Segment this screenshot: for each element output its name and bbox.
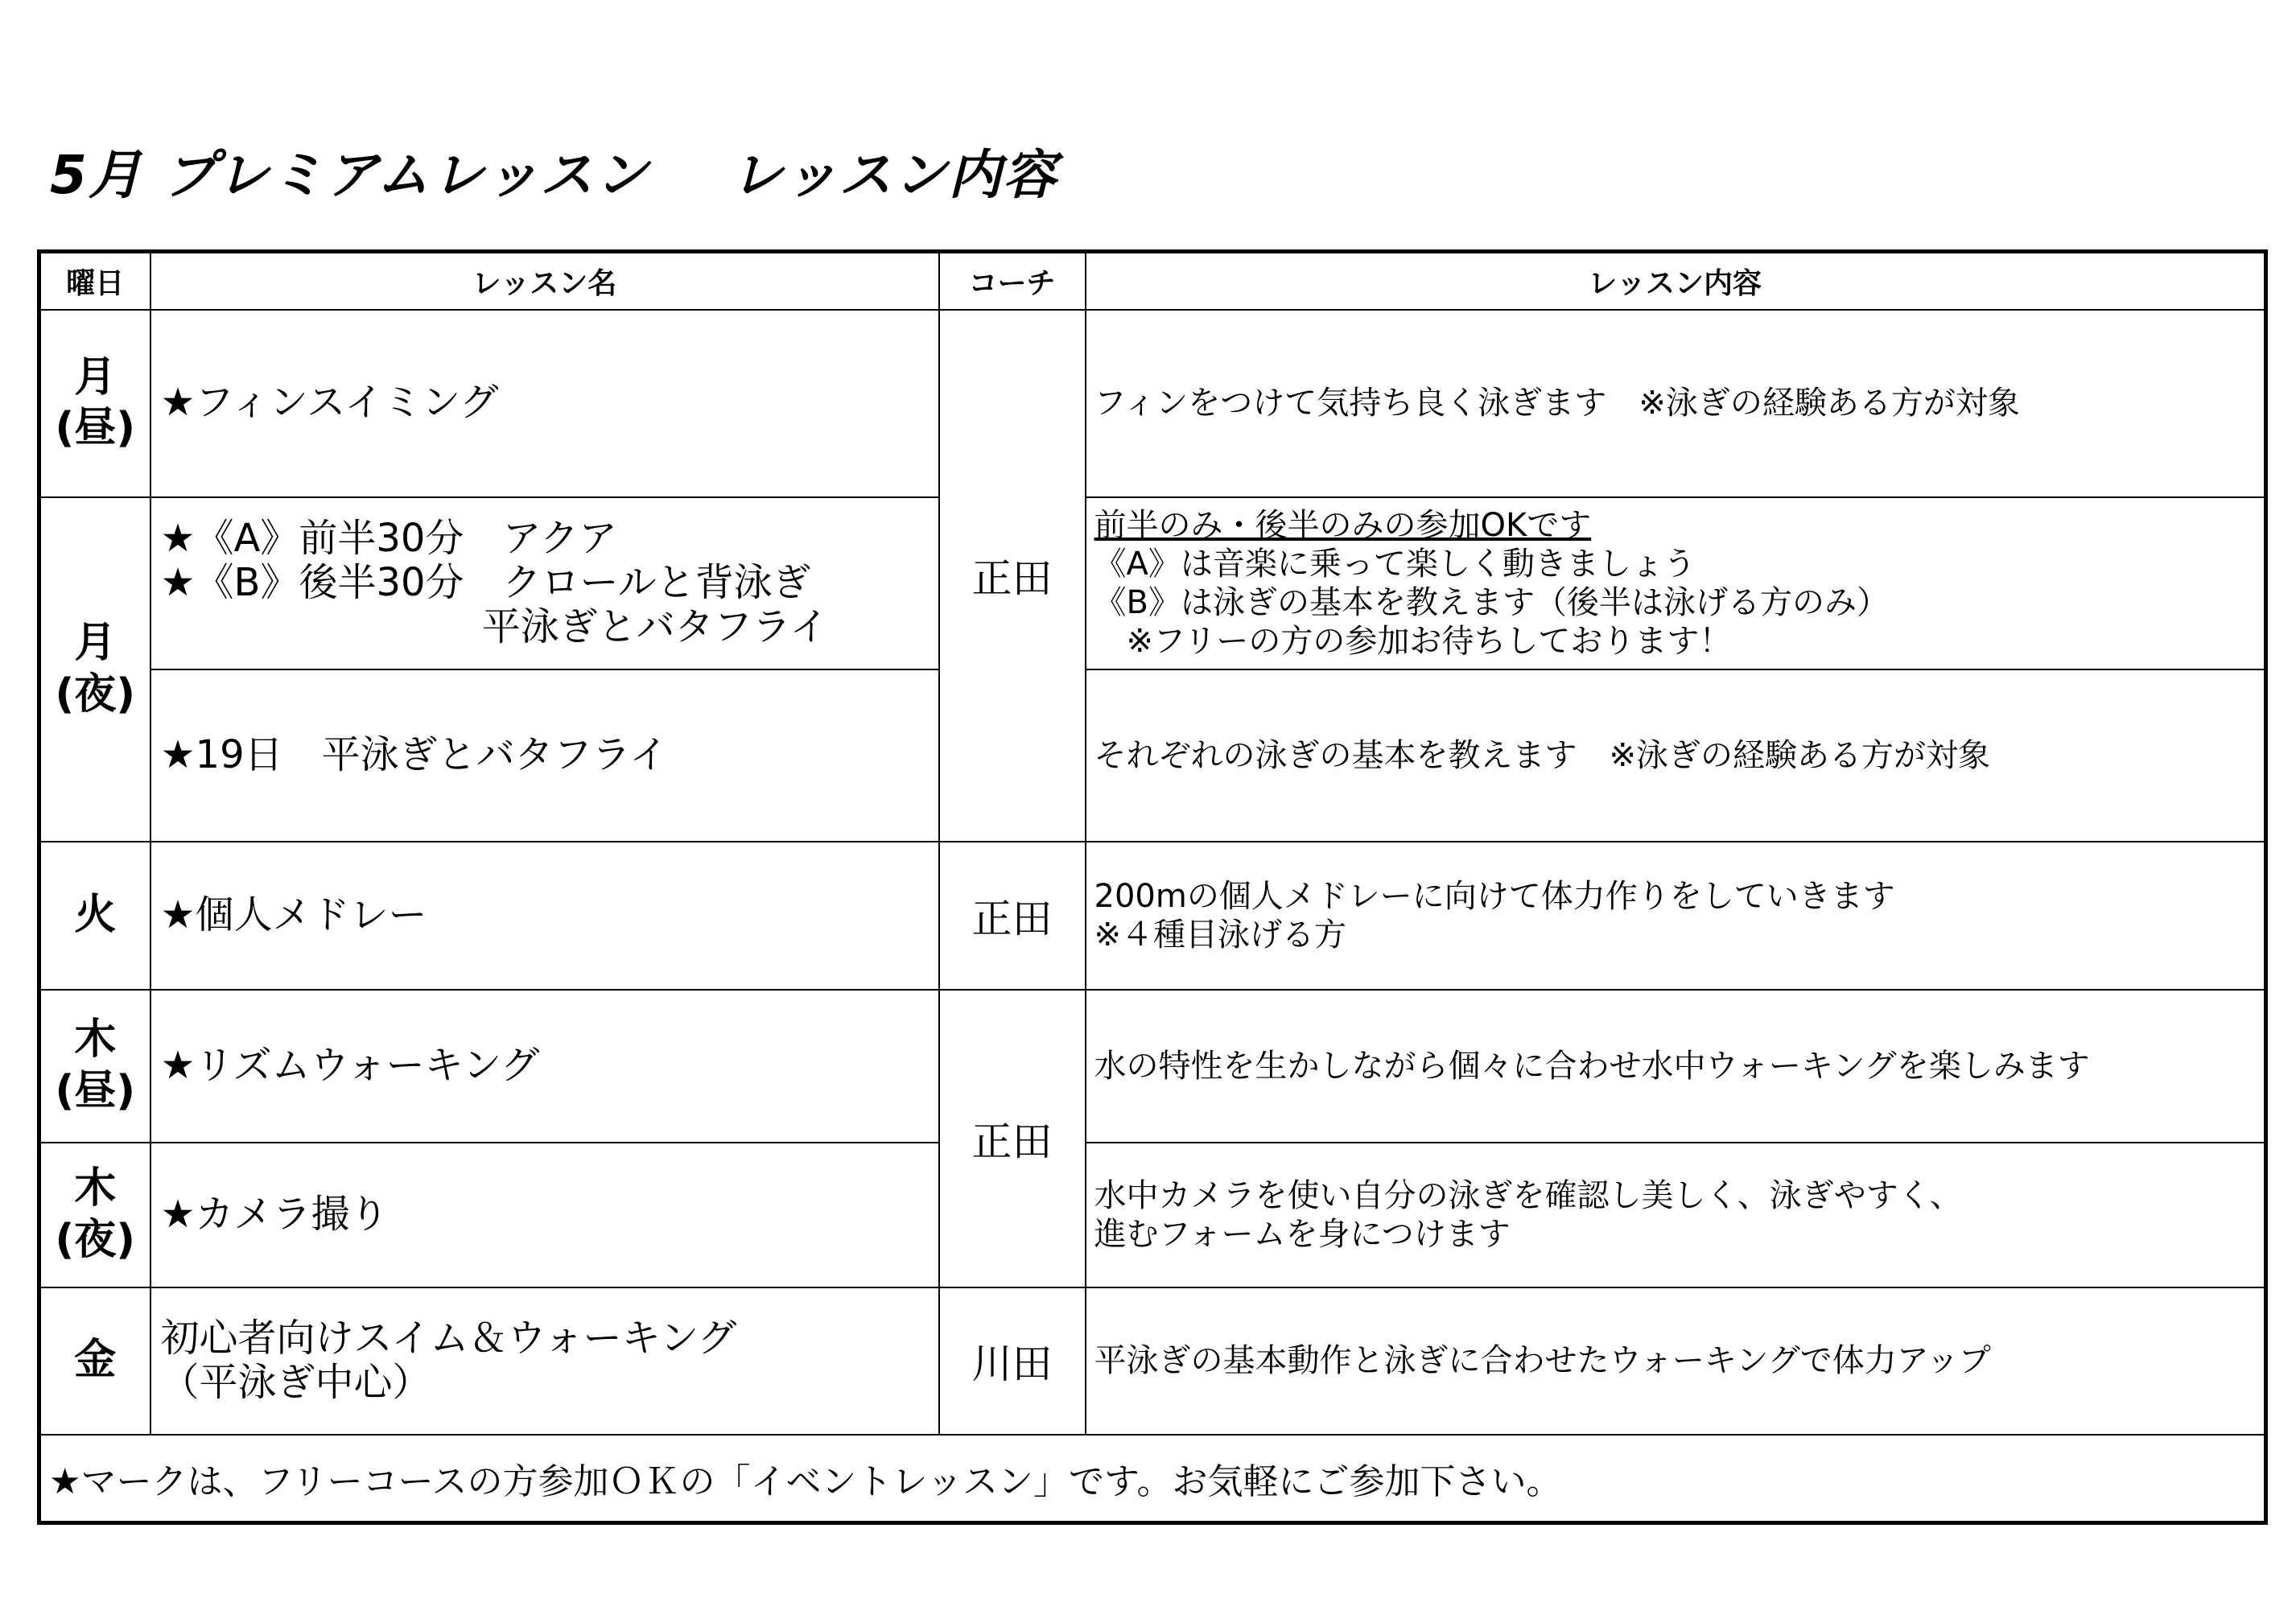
table-row xyxy=(39,990,2266,1143)
day-label: 金 xyxy=(74,1336,117,1385)
header-day: 曜日 xyxy=(39,252,150,310)
lesson-content-cell xyxy=(1086,990,2266,1143)
lesson-content-line: それぞれの泳ぎの基本を教えます ※泳ぎの経験ある方が対象 xyxy=(1094,736,1991,774)
day-label: 月 xyxy=(74,352,117,402)
day-cell xyxy=(39,990,150,1143)
day-cell xyxy=(39,310,150,497)
page-title-main: 5月 プレミアムレッスン xyxy=(50,144,649,206)
day-sublabel: (夜) xyxy=(55,1215,136,1264)
day-cell xyxy=(39,1287,150,1435)
day-label: 月 xyxy=(74,619,117,668)
day-label: 木 xyxy=(74,1164,117,1213)
coach-cell: 正田 xyxy=(939,842,1086,990)
lesson-content-cell xyxy=(1086,310,2266,497)
lesson-name-cell xyxy=(150,497,939,669)
lesson-name-line: ★カメラ撮り xyxy=(160,1191,389,1237)
lesson-name-line: ★フィンスイミング xyxy=(160,380,499,426)
day-sublabel: (昼) xyxy=(55,1066,136,1115)
lesson-content-line: 進むフォームを身につけます xyxy=(1094,1215,1511,1253)
table-row xyxy=(39,1287,2266,1435)
lesson-name-line: ★個人メドレー xyxy=(160,892,427,937)
lesson-content-line: フィンをつけて気持ち良く泳ぎます ※泳ぎの経験ある方が対象 xyxy=(1094,385,2020,422)
coach-cell: 川田 xyxy=(939,1287,1086,1435)
lesson-content-cell xyxy=(1086,1287,2266,1435)
day-label: 火 xyxy=(74,890,117,939)
lesson-name-cell xyxy=(150,310,939,497)
lesson-name-line: ★19日 平泳ぎとバタフライ xyxy=(160,731,669,777)
day-cell xyxy=(39,842,150,990)
lesson-content-line: 前半のみ・後半のみの参加OKです xyxy=(1094,506,1592,544)
header-coach: コーチ xyxy=(939,252,1086,310)
lesson-name-cell xyxy=(150,990,939,1143)
header-lesson: レッスン名 xyxy=(150,252,939,310)
lesson-content-line: 水中カメラを使い自分の泳ぎを確認し美しく、泳ぎやすく、 xyxy=(1094,1176,1962,1214)
lesson-name-line: 平泳ぎとバタフライ xyxy=(160,604,829,650)
day-sublabel: (昼) xyxy=(55,404,136,452)
lesson-schedule-table xyxy=(37,249,2268,1525)
lesson-name-cell xyxy=(150,1287,939,1435)
lesson-name-cell xyxy=(150,842,939,990)
lesson-content-line: 200mの個人メドレーに向けて体力作りをしていきます xyxy=(1094,877,1895,915)
table-row xyxy=(39,669,2266,842)
page-title xyxy=(50,135,1057,216)
coach-cell: 正田 xyxy=(939,310,1086,842)
lesson-name-line: ★《B》後半30分 クロールと背泳ぎ xyxy=(160,559,811,605)
lesson-name-line: ★リズムウォーキング xyxy=(160,1042,540,1088)
lesson-content-line: 平泳ぎの基本動作と泳ぎに合わせたウォーキングで体力アップ xyxy=(1094,1342,1991,1379)
lesson-content-cell xyxy=(1086,497,2266,669)
lesson-content-cell xyxy=(1086,842,2266,990)
table-header-row xyxy=(39,252,2266,310)
page-title-sub: レッスン内容 xyxy=(729,144,1058,206)
day-cell xyxy=(39,497,150,842)
lesson-content-line: ※４種目泳げる方 xyxy=(1094,916,1347,954)
table-row xyxy=(39,497,2266,669)
lesson-name-cell xyxy=(150,1143,939,1287)
table-row xyxy=(39,842,2266,990)
lesson-name-line: （平泳ぎ中心） xyxy=(160,1360,431,1405)
day-cell xyxy=(39,1143,150,1287)
lesson-content-line: 水の特性を生かしながら個々に合わせ水中ウォーキングを楽しみます xyxy=(1094,1047,2090,1085)
lesson-content-cell xyxy=(1086,1143,2266,1287)
day-sublabel: (夜) xyxy=(55,669,136,719)
lesson-content-line: 《B》は泳ぎの基本を教えます（後半は泳げる方のみ） xyxy=(1094,583,1889,621)
lesson-content-line: ※フリーの方の参加お待ちしております！ xyxy=(1094,622,1732,660)
table-row xyxy=(39,1143,2266,1287)
footer-row xyxy=(39,1435,2266,1523)
lesson-content-cell xyxy=(1086,669,2266,842)
day-label: 木 xyxy=(74,1015,117,1065)
lesson-name-cell xyxy=(150,669,939,842)
coach-cell: 正田 xyxy=(939,990,1086,1287)
table-row xyxy=(39,310,2266,497)
lesson-content-line: 《A》は音楽に乗って楽しく動きましょう xyxy=(1094,545,1696,583)
lesson-name-line: 初心者向けスイム＆ウォーキング xyxy=(160,1315,737,1361)
header-content: レッスン内容 xyxy=(1086,252,2266,310)
lesson-name-line: ★《A》前半30分 アクア xyxy=(160,515,618,561)
footer-note: ★マークは、フリーコースの方参加ＯＫの「イベントレッスン」です。お気軽にご参加下さい。 xyxy=(39,1435,2266,1523)
